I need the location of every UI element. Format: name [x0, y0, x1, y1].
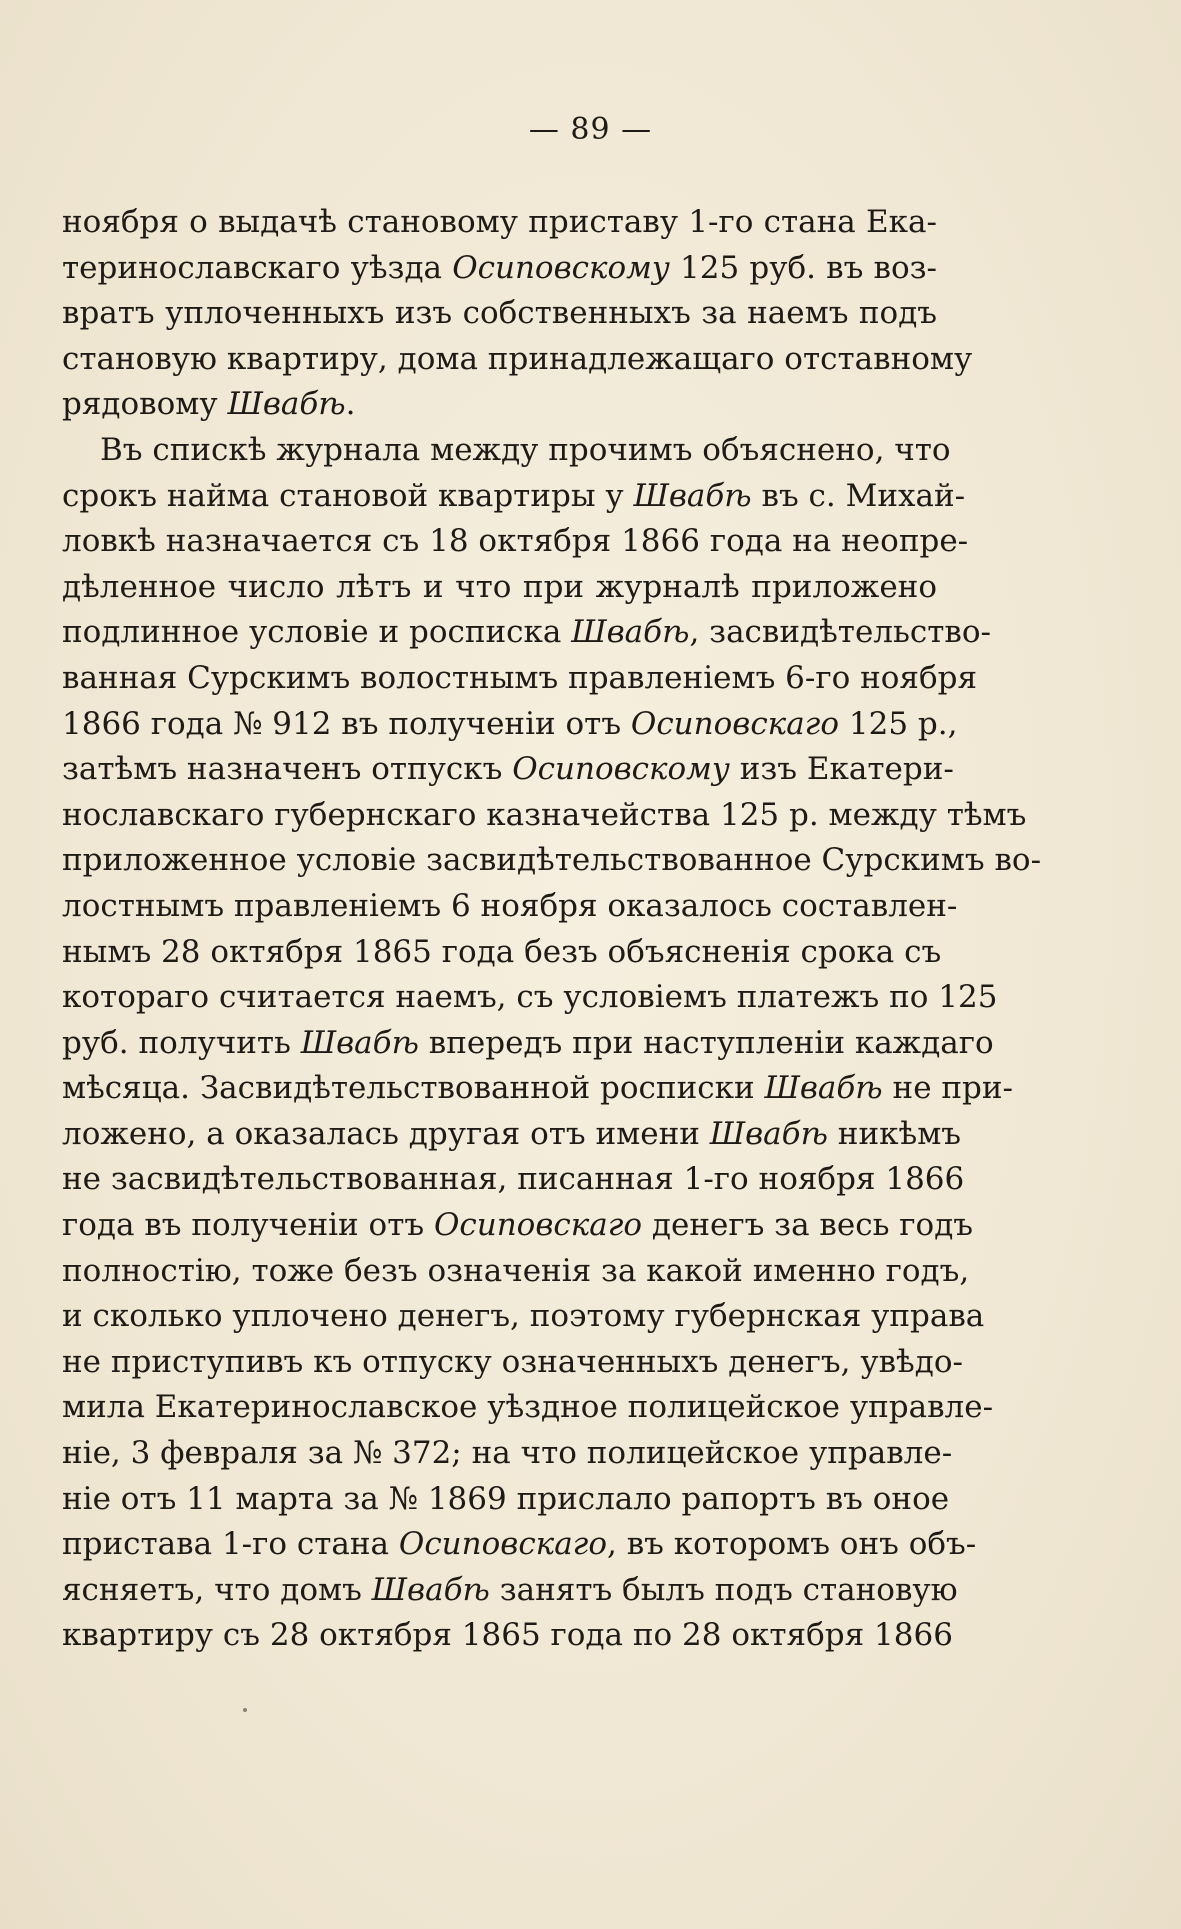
line-text-continued: изъ Екатери- — [729, 751, 954, 788]
text-line — [62, 702, 958, 748]
line-text: приложенное условіе засвидѣтельствованное Сурскимъ во- — [62, 842, 1042, 879]
line-text: ложено, а оказалась другая отъ имени — [62, 1115, 710, 1152]
person-name: Швабѣ — [571, 614, 690, 651]
line-text-continued: въ с. Михай- — [751, 477, 966, 514]
text-line — [62, 1522, 977, 1568]
line-text-continued: , засвидѣтельство- — [689, 614, 991, 651]
line-text-continued: не при- — [882, 1070, 1014, 1107]
line-text: не приступивъ къ отпуску означенныхъ денегъ, увѣдо- — [62, 1343, 963, 1380]
text-line — [62, 428, 951, 474]
text-line — [62, 1294, 985, 1340]
line-text: срокъ найма становой квартиры у — [62, 477, 634, 514]
line-text: подлинное условіе и росписка — [62, 614, 572, 651]
text-line — [62, 474, 966, 520]
line-text: котораго считается наемъ, съ условіемъ платежъ по 125 — [62, 979, 998, 1016]
person-name: Швабѣ — [633, 477, 752, 514]
person-name: Швабѣ — [371, 1571, 490, 1608]
text-line — [62, 519, 969, 565]
text-line — [62, 1203, 974, 1249]
line-text-continued: . — [345, 386, 356, 423]
line-text: полностію, тоже безъ означенія за какой именно годъ, — [62, 1252, 970, 1289]
line-text-continued: 125 р., — [839, 705, 958, 742]
line-text: рядовому — [62, 386, 228, 423]
line-text: пристава 1-го стана — [62, 1526, 399, 1563]
line-text: нославскаго губернскаго казначейства 125 р. между тѣмъ — [62, 796, 1027, 833]
text-line — [62, 975, 998, 1021]
line-text: и сколько уплочено денегъ, поэтому губернская управа — [62, 1298, 985, 1335]
text-line — [62, 1385, 994, 1431]
text-line — [62, 610, 991, 656]
line-text: теринославскаго уѣзда — [62, 249, 453, 286]
text-line — [62, 382, 937, 428]
line-text: ноября о выдачѣ становому приставу 1-го стана Ека- — [62, 204, 937, 240]
line-text-continued: , въ которомъ онъ объ- — [607, 1526, 977, 1563]
page-number: — 89 — — [528, 112, 653, 147]
line-text: нымъ 28 октября 1865 года безъ объясненія срока съ — [62, 933, 942, 970]
line-text: вратъ уплоченныхъ изъ собственныхъ за наемъ подъ — [62, 295, 937, 332]
person-name: Швабѣ — [227, 386, 346, 423]
text-line — [62, 1568, 958, 1614]
text-line — [62, 1157, 965, 1203]
line-text: затѣмъ назначенъ отпускъ — [62, 751, 513, 788]
text-line — [62, 291, 937, 337]
line-text: дѣленное число лѣтъ и что при журналѣ приложено — [62, 568, 937, 605]
line-text: 1866 года № 912 въ полученіи отъ — [62, 705, 631, 742]
text-line — [62, 838, 1042, 884]
line-text-continued: денегъ за весь годъ — [642, 1207, 974, 1244]
person-name: Осиповскаго — [433, 1207, 643, 1244]
paper-speck — [243, 1708, 247, 1712]
person-name: Осиповскаго — [630, 705, 840, 742]
text-line — [62, 747, 954, 793]
text-line — [62, 1340, 963, 1386]
line-text: мила Екатеринославское уѣздное полицейское управле- — [62, 1389, 994, 1426]
text-line — [62, 1477, 950, 1523]
text-line — [62, 1613, 953, 1659]
text-line — [62, 1066, 1014, 1112]
person-name: Швабѣ — [709, 1115, 828, 1152]
text-line — [62, 1249, 970, 1295]
text-line — [62, 337, 973, 383]
line-text-continued: никѣмъ — [827, 1115, 962, 1152]
text-line — [62, 565, 937, 611]
line-text-continued: 125 руб. въ воз- — [669, 249, 937, 286]
line-text: года въ полученіи отъ — [62, 1207, 434, 1244]
line-text: ясняетъ, что домъ — [62, 1571, 372, 1608]
person-name: Осиповскому — [512, 751, 730, 788]
text-line — [62, 656, 978, 702]
text-line — [62, 1021, 994, 1067]
line-text: лостнымъ правленіемъ 6 ноября оказалось составлен- — [62, 887, 958, 924]
text-line — [62, 200, 937, 246]
line-text: квартиру съ 28 октября 1865 года по 28 октября 1866 — [62, 1617, 953, 1654]
line-text: ловкѣ назначается съ 18 октября 1866 года на неопре- — [62, 523, 969, 560]
line-text: становую квартиру, дома принадлежащаго отставному — [62, 340, 973, 377]
line-text: ванная Сурскимъ волостнымъ правленіемъ 6-го ноября — [62, 659, 978, 696]
person-name: Осиповскаго — [398, 1526, 608, 1563]
line-text: руб. получить — [62, 1024, 301, 1061]
line-text-continued: впередъ при наступленіи каждаго — [418, 1024, 994, 1061]
line-text-continued: занятъ былъ подъ становую — [489, 1571, 958, 1608]
text-line — [62, 1112, 962, 1158]
text-line — [62, 930, 942, 976]
text-line — [62, 1431, 953, 1477]
line-text: не засвидѣтельствованная, писанная 1-го ноября 1866 — [62, 1161, 965, 1198]
person-name: Швабѣ — [300, 1024, 419, 1061]
text-line — [62, 793, 1027, 839]
line-text: Въ спискѣ журнала между прочимъ объяснено, что — [100, 431, 951, 468]
line-text: ніе, 3 февраля за № 372; на что полицейское управле- — [62, 1435, 953, 1472]
text-line — [62, 884, 958, 930]
line-text: мѣсяца. Засвидѣтельствованной росписки — [62, 1070, 765, 1107]
body-text — [62, 200, 1042, 1659]
person-name: Осиповскому — [452, 249, 670, 286]
person-name: Швабѣ — [764, 1070, 883, 1107]
line-text: ніе отъ 11 марта за № 1869 прислало рапортъ въ оное — [62, 1480, 950, 1517]
text-line — [62, 246, 937, 292]
